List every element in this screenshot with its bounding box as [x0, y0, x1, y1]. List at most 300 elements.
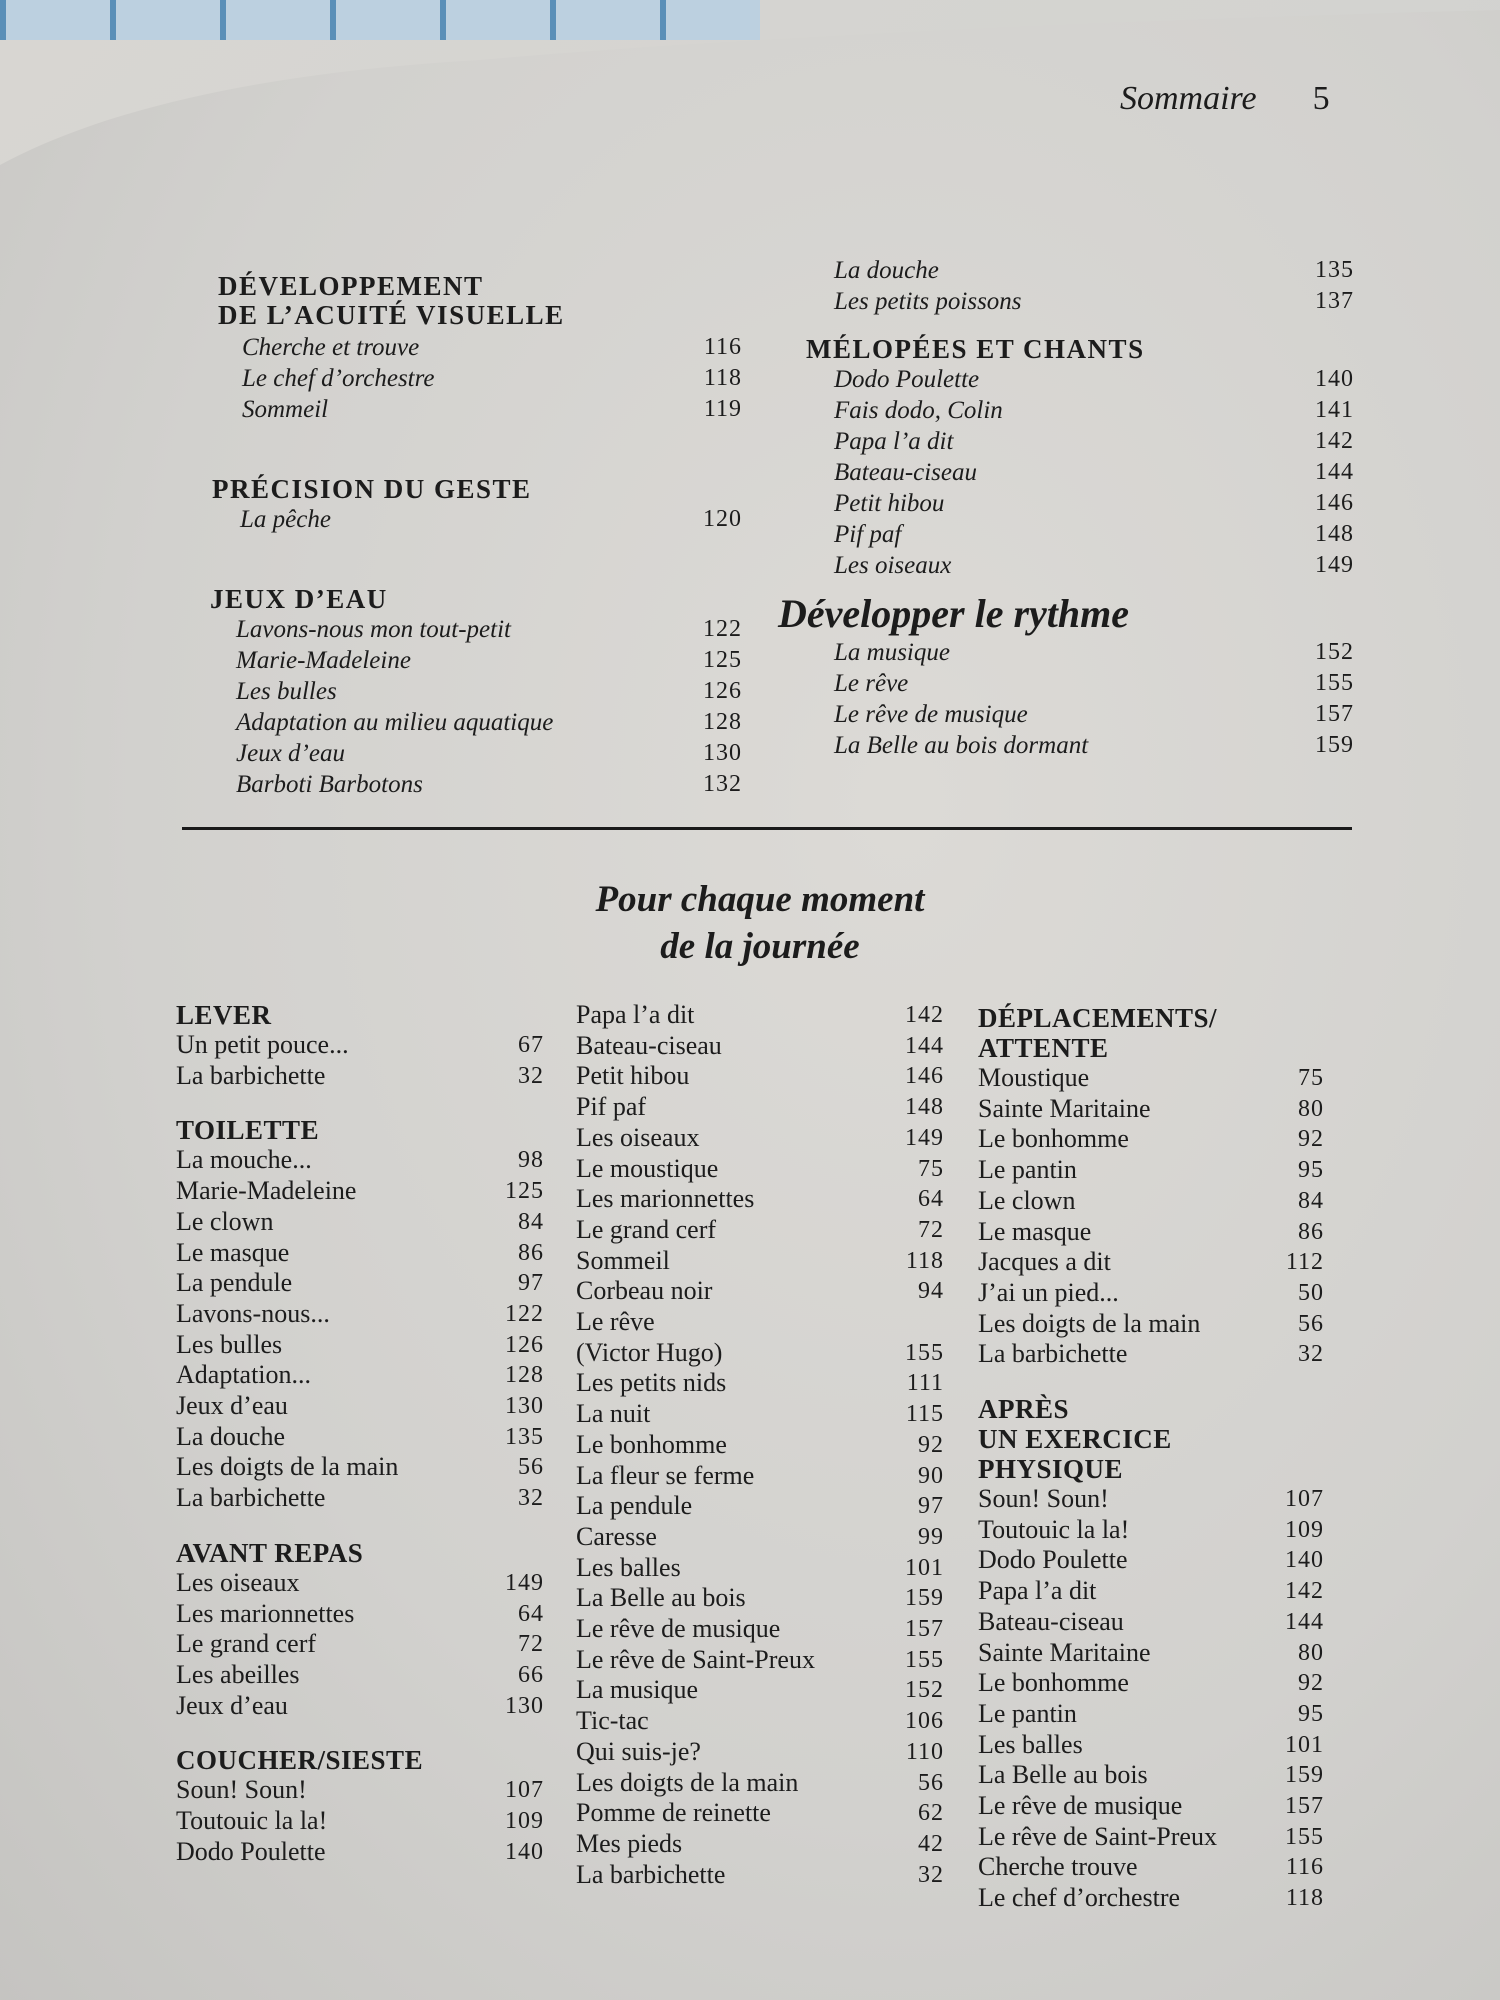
toc-entry[interactable] [576, 1061, 944, 1092]
entry-title: Le rêve de musique [576, 1614, 781, 1644]
entry-title: Les balles [978, 1729, 1083, 1759]
toc-entry[interactable] [576, 1307, 944, 1338]
entry-page: 130 [703, 740, 742, 766]
running-head-title: Sommaire [1120, 80, 1257, 117]
entry-title: Jeux d’eau [176, 1690, 288, 1720]
entry-page: 142 [1315, 428, 1354, 454]
entry-page: 90 [918, 1462, 944, 1489]
entry-page: 140 [505, 1838, 544, 1865]
toc-entry[interactable] [236, 614, 742, 645]
entry-title: Moustique [978, 1063, 1090, 1092]
toc-list [834, 255, 1354, 317]
entry-title: Le bonhomme [576, 1429, 727, 1459]
toc-entry[interactable] [978, 1278, 1324, 1309]
entry-page: 99 [918, 1523, 944, 1550]
entry-page: 95 [1298, 1157, 1324, 1184]
entry-title: Les oiseaux [176, 1567, 300, 1597]
entry-page: 149 [905, 1124, 944, 1151]
toc-entry[interactable] [236, 738, 742, 769]
section-title-line: de la journée [660, 926, 860, 967]
entry-title: Adaptation... [176, 1360, 312, 1390]
entry-page: 118 [1285, 1885, 1324, 1912]
toc-entry[interactable] [978, 1484, 1324, 1515]
entry-page: 122 [703, 616, 742, 642]
section-heading: JEUX D’EAU [210, 584, 388, 614]
entry-page: 50 [1298, 1279, 1324, 1306]
entry-page: 137 [1315, 288, 1354, 314]
bottom-column-3 [978, 1003, 1324, 1914]
toc-entry[interactable] [978, 1883, 1324, 1914]
entry-page: 155 [905, 1339, 944, 1366]
entry-page: 94 [918, 1278, 944, 1305]
entry-title: Le chef d’orchestre [242, 365, 435, 392]
entry-page: 122 [505, 1300, 544, 1327]
entry-page: 155 [1315, 670, 1354, 696]
entry-title: Les marionnettes [176, 1598, 355, 1628]
chapter-title: Développer le rythme [778, 591, 1129, 636]
moment-heading: APRÈS [978, 1394, 1070, 1425]
toc-entry[interactable] [576, 1154, 944, 1185]
entry-title: Le grand cerf [576, 1214, 717, 1244]
toc-entry[interactable] [576, 1000, 944, 1031]
entry-title: Le grand cerf [176, 1629, 317, 1659]
entry-page: 66 [518, 1661, 544, 1688]
entry-title: Petit hibou [576, 1061, 690, 1091]
entry-title: Toutouic la la! [978, 1514, 1130, 1544]
toc-entry[interactable] [576, 1368, 944, 1399]
entry-title: Les doigts de la main [978, 1308, 1201, 1338]
toc-entry[interactable] [176, 1452, 544, 1483]
entry-page: 109 [1285, 1516, 1324, 1543]
entry-page: 149 [1315, 552, 1354, 578]
toc-entry[interactable] [576, 1092, 944, 1123]
toc-entry[interactable] [176, 1660, 544, 1691]
toc-entry[interactable] [240, 504, 742, 535]
entry-title: La mouche... [176, 1145, 312, 1175]
entry-title: La douche [834, 257, 939, 284]
entry-page: 101 [1285, 1731, 1324, 1758]
toc-entry[interactable] [978, 1668, 1324, 1699]
running-head [1120, 80, 1330, 118]
entry-page: 116 [1285, 1854, 1324, 1881]
entry-title: Cherche trouve [978, 1852, 1138, 1882]
toc-entry[interactable] [576, 1829, 944, 1860]
entry-title: J’ai un pied... [978, 1277, 1119, 1307]
toc-entry[interactable] [834, 668, 1354, 699]
toc-entry[interactable] [576, 1461, 944, 1492]
toc-entry[interactable] [834, 550, 1354, 581]
toc-entry[interactable] [236, 645, 742, 676]
entry-title: La pendule [176, 1268, 293, 1298]
toc-entry[interactable] [176, 1483, 544, 1514]
entry-title: La barbichette [176, 1060, 326, 1090]
entry-title: La barbichette [978, 1339, 1128, 1369]
toc-entry[interactable] [978, 1247, 1324, 1278]
entry-page: 120 [703, 506, 742, 532]
toc-entry[interactable] [176, 1268, 544, 1299]
toc-entry[interactable] [176, 1837, 544, 1868]
entry-page: 148 [1315, 521, 1354, 547]
entry-title: Fais dodo, Colin [834, 397, 1003, 424]
toc-entry[interactable] [834, 699, 1354, 730]
background-blue-grid [0, 0, 760, 40]
entry-page: 92 [1298, 1126, 1324, 1153]
toc-entry[interactable] [176, 1030, 544, 1061]
toc-entry[interactable] [576, 1215, 944, 1246]
toc-entry[interactable] [176, 1176, 544, 1207]
entry-title: La barbichette [576, 1859, 726, 1889]
entry-page: 140 [1285, 1547, 1324, 1574]
entry-title: La musique [834, 639, 950, 666]
toc-entry[interactable] [176, 1299, 544, 1330]
entry-title: Le pantin [978, 1698, 1077, 1728]
entry-page: 112 [1285, 1249, 1324, 1276]
entry-page: 67 [518, 1032, 544, 1058]
entry-page: 125 [703, 647, 742, 673]
toc-entry[interactable] [242, 363, 742, 394]
entry-title: Un petit pouce... [176, 1030, 349, 1059]
entry-page: 92 [1298, 1670, 1324, 1697]
toc-entry[interactable] [236, 769, 742, 800]
toc-entry[interactable] [978, 1730, 1324, 1761]
entry-title: Barboti Barbotons [236, 771, 423, 798]
entry-title: Jeux d’eau [176, 1391, 288, 1421]
toc-entry[interactable] [176, 1422, 544, 1453]
entry-title: Les bulles [176, 1329, 283, 1359]
toc-entry[interactable] [176, 1061, 544, 1092]
entry-page: 144 [1285, 1608, 1324, 1635]
entry-title: Le rêve de musique [978, 1791, 1183, 1821]
entry-page: 86 [518, 1239, 544, 1266]
entry-page: 32 [518, 1062, 544, 1089]
entry-title: Le rêve de musique [834, 701, 1028, 728]
toc-entry[interactable] [176, 1629, 544, 1660]
entry-page: 125 [505, 1178, 544, 1205]
entry-page: 32 [918, 1861, 944, 1888]
top-left-column [212, 272, 742, 800]
entry-page: 80 [1298, 1095, 1324, 1122]
toc-entry[interactable] [576, 1798, 944, 1829]
toc-entry[interactable] [236, 707, 742, 738]
entry-page: 146 [1315, 490, 1354, 516]
toc-entry[interactable] [576, 1706, 944, 1737]
toc-entry[interactable] [978, 1124, 1324, 1155]
toc-entry[interactable] [978, 1760, 1324, 1791]
toc-entry[interactable] [978, 1699, 1324, 1730]
entry-page: 97 [918, 1493, 944, 1520]
toc-entry[interactable] [176, 1330, 544, 1361]
entry-page: 157 [1285, 1793, 1324, 1820]
entry-title: La douche [176, 1421, 286, 1451]
entry-title: Pomme de reinette [576, 1798, 771, 1828]
toc-entry[interactable] [176, 1360, 544, 1391]
entry-title: Bateau-ciseau [978, 1606, 1124, 1636]
toc-entry[interactable] [978, 1638, 1324, 1669]
entry-page: 155 [905, 1646, 944, 1673]
toc-entry[interactable] [978, 1309, 1324, 1340]
entry-title: Corbeau noir [576, 1276, 713, 1306]
entry-page: 119 [703, 396, 742, 422]
entry-title: Les oiseaux [576, 1122, 700, 1152]
entry-page: 142 [905, 1002, 944, 1028]
toc-entry[interactable] [176, 1207, 544, 1238]
entry-title: La nuit [576, 1399, 651, 1429]
toc-entry[interactable] [978, 1063, 1324, 1094]
toc-entry[interactable] [576, 1675, 944, 1706]
entry-page: 135 [1315, 257, 1354, 283]
entry-title: Le masque [978, 1216, 1092, 1246]
entry-page: 126 [505, 1331, 544, 1358]
entry-page: 64 [918, 1186, 944, 1213]
entry-page: 144 [905, 1032, 944, 1059]
toc-list [834, 637, 1354, 761]
entry-title: Jeux d’eau [236, 740, 345, 767]
entry-title: Les petits nids [576, 1368, 727, 1398]
toc-entry[interactable] [978, 1545, 1324, 1576]
entry-page: 126 [703, 678, 742, 704]
toc-list [240, 504, 742, 535]
entry-page: 135 [505, 1423, 544, 1450]
entry-page: 130 [505, 1692, 544, 1719]
entry-title: Adaptation au milieu aquatique [236, 709, 554, 736]
entry-title: Caresse [576, 1521, 657, 1551]
toc-entry[interactable] [176, 1691, 544, 1722]
toc-entry[interactable] [576, 1430, 944, 1461]
toc-entry[interactable] [576, 1276, 944, 1307]
entry-title: Pif paf [834, 521, 902, 548]
toc-entry[interactable] [978, 1576, 1324, 1607]
entry-page: 107 [505, 1777, 544, 1804]
entry-page: 155 [1285, 1823, 1324, 1850]
toc-entry[interactable] [834, 637, 1354, 668]
moment-heading: LEVER [176, 1000, 272, 1030]
toc-entry[interactable] [978, 1791, 1324, 1822]
toc-entry[interactable] [576, 1614, 944, 1645]
toc-entry[interactable] [576, 1123, 944, 1154]
entry-title: Marie-Madeleine [176, 1176, 357, 1206]
entry-page: 75 [918, 1155, 944, 1182]
toc-entry[interactable] [576, 1399, 944, 1430]
toc-list [834, 364, 1354, 581]
entry-title: Marie-Madeleine [236, 647, 411, 674]
entry-title: Dodo Poulette [834, 366, 980, 393]
entry-title: Les bulles [236, 678, 337, 705]
entry-title: Pif paf [576, 1092, 647, 1122]
entry-page: 107 [1285, 1486, 1324, 1513]
bottom-column-2 [576, 1000, 944, 1890]
section-heading: DE L’ACUITÉ VISUELLE [218, 300, 565, 330]
toc-list [242, 332, 742, 425]
entry-title: Le moustique [576, 1153, 719, 1183]
toc-entry[interactable] [978, 1515, 1324, 1546]
toc-entry[interactable] [978, 1822, 1324, 1853]
toc-entry[interactable] [576, 1860, 944, 1891]
entry-title: Soun! Soun! [176, 1775, 307, 1805]
entry-page: 110 [905, 1738, 944, 1765]
moment-heading: AVANT REPAS [176, 1537, 364, 1568]
entry-title: Les doigts de la main [176, 1452, 399, 1482]
entry-page: 115 [905, 1401, 944, 1428]
entry-title: Lavons-nous mon tout-petit [236, 616, 511, 643]
entry-page: 152 [1315, 639, 1354, 665]
entry-page: 141 [1315, 397, 1354, 423]
entry-title: Les abeilles [176, 1659, 300, 1689]
toc-entry[interactable] [978, 1607, 1324, 1638]
entry-title: Soun! Soun! [978, 1484, 1109, 1514]
entry-title: Les petits poissons [834, 288, 1022, 315]
section-title [500, 876, 1020, 970]
entry-page: 98 [518, 1147, 544, 1174]
entry-title: La Belle au bois [978, 1760, 1148, 1790]
toc-entry[interactable] [576, 1583, 944, 1614]
toc-entry[interactable] [176, 1775, 544, 1806]
entry-page: 132 [703, 771, 742, 797]
entry-page: 72 [918, 1216, 944, 1243]
entry-page: 128 [505, 1362, 544, 1389]
toc-entry[interactable] [576, 1491, 944, 1522]
entry-title: Mes pieds [576, 1828, 683, 1858]
toc-entry[interactable] [176, 1145, 544, 1176]
entry-page: 84 [1298, 1187, 1324, 1214]
toc-entry[interactable] [834, 519, 1354, 550]
moment-heading: TOILETTE [176, 1115, 320, 1146]
horizontal-divider [182, 827, 1352, 830]
toc-entry[interactable] [834, 730, 1354, 761]
entry-title: Dodo Poulette [176, 1836, 326, 1866]
toc-entry[interactable] [176, 1599, 544, 1630]
toc-entry[interactable] [834, 364, 1354, 395]
moment-heading: COUCHER/SIESTE [176, 1745, 424, 1776]
entry-page: 144 [1315, 459, 1354, 485]
entry-title: Le rêve [576, 1307, 655, 1337]
entry-title: La fleur se ferme [576, 1460, 755, 1490]
entry-page: 157 [905, 1616, 944, 1643]
toc-entry[interactable] [576, 1031, 944, 1062]
entry-title: Les oiseaux [834, 552, 952, 579]
entry-page: 56 [518, 1454, 544, 1481]
toc-entry[interactable] [242, 394, 742, 425]
entry-title: Bateau-ciseau [576, 1030, 722, 1060]
entry-title: Dodo Poulette [978, 1545, 1128, 1575]
entry-page: 72 [518, 1631, 544, 1658]
toc-entry[interactable] [978, 1155, 1324, 1186]
entry-page: 159 [1285, 1762, 1324, 1789]
entry-title: Le rêve de Saint-Preux [576, 1644, 815, 1674]
entry-page: 106 [905, 1708, 944, 1735]
entry-title: Sainte Maritaine [978, 1093, 1151, 1123]
bottom-column-1 [176, 1000, 544, 1867]
toc-entry[interactable] [834, 426, 1354, 457]
entry-page: 128 [703, 709, 742, 735]
entry-title: Toutouic la la! [176, 1806, 328, 1836]
toc-entry[interactable] [978, 1186, 1324, 1217]
entry-page: 42 [918, 1830, 944, 1857]
entry-title: Papa l’a dit [834, 428, 954, 455]
toc-entry[interactable] [978, 1094, 1324, 1125]
toc-entry[interactable] [978, 1852, 1324, 1883]
entry-title: Jacques a dit [978, 1247, 1111, 1277]
moment-heading: DÉPLACEMENTS/ [978, 1003, 1218, 1033]
entry-title: Qui suis-je? [576, 1736, 701, 1766]
entry-title: Sainte Maritaine [978, 1637, 1151, 1667]
toc-entry[interactable] [236, 676, 742, 707]
toc-entry[interactable] [576, 1246, 944, 1277]
entry-title: La musique [576, 1675, 699, 1705]
toc-entry[interactable] [176, 1238, 544, 1269]
toc-entry[interactable] [242, 332, 742, 363]
toc-entry[interactable] [978, 1217, 1324, 1248]
toc-entry[interactable] [576, 1768, 944, 1799]
entry-title: Sommeil [576, 1245, 670, 1275]
entry-title: Le chef d’orchestre [978, 1883, 1181, 1913]
entry-title: La Belle au bois [576, 1583, 746, 1613]
entry-title: Les marionnettes [576, 1184, 755, 1214]
section-heading: DÉVELOPPEMENT [218, 271, 484, 301]
toc-entry[interactable] [176, 1806, 544, 1837]
entry-page: 146 [905, 1063, 944, 1090]
entry-page: 86 [1298, 1218, 1324, 1245]
entry-title: Petit hibou [834, 490, 945, 517]
toc-entry[interactable] [834, 457, 1354, 488]
toc-entry[interactable] [576, 1338, 944, 1369]
toc-entry[interactable] [176, 1568, 544, 1599]
entry-page: 148 [905, 1094, 944, 1121]
entry-page: 118 [703, 365, 742, 391]
moment-heading: UN EXERCICE PHYSIQUE [978, 1424, 1172, 1485]
entry-page: 159 [905, 1585, 944, 1612]
entry-title: Cherche et trouve [242, 334, 420, 361]
entry-page: 97 [518, 1270, 544, 1297]
entry-title: Les doigts de la main [576, 1767, 799, 1797]
toc-entry[interactable] [978, 1339, 1324, 1370]
toc-entry[interactable] [576, 1553, 944, 1584]
entry-title: Le rêve de Saint-Preux [978, 1821, 1217, 1851]
toc-entry[interactable] [834, 395, 1354, 426]
toc-entry[interactable] [576, 1645, 944, 1676]
entry-page: 80 [1298, 1639, 1324, 1666]
entry-page: 56 [1298, 1310, 1324, 1337]
entry-page: 95 [1298, 1700, 1324, 1727]
entry-page: 32 [1298, 1341, 1324, 1368]
entry-page: 152 [905, 1677, 944, 1704]
toc-entry[interactable] [576, 1184, 944, 1215]
section-heading: PRÉCISION DU GESTE [212, 474, 532, 504]
entry-page: 101 [905, 1554, 944, 1581]
section-heading: MÉLOPÉES ET CHANTS [806, 334, 1145, 364]
toc-entry[interactable] [834, 255, 1354, 286]
toc-list [236, 614, 742, 800]
entry-page: 118 [905, 1247, 944, 1274]
entry-page: 140 [1315, 366, 1354, 392]
toc-entry[interactable] [834, 286, 1354, 317]
moment-heading: ATTENTE [978, 1033, 1109, 1063]
entry-title: Sommeil [242, 396, 329, 423]
toc-entry[interactable] [834, 488, 1354, 519]
entry-title: Papa l’a dit [576, 1000, 695, 1029]
top-right-column [778, 255, 1354, 761]
entry-title: Le masque [176, 1237, 290, 1267]
entry-page: 159 [1315, 732, 1354, 758]
entry-page: 116 [703, 334, 742, 360]
entry-title: (Victor Hugo) [576, 1337, 723, 1367]
entry-title: Le bonhomme [978, 1668, 1129, 1698]
entry-page: 109 [505, 1808, 544, 1835]
toc-entry[interactable] [176, 1391, 544, 1422]
toc-entry[interactable] [576, 1737, 944, 1768]
toc-entry[interactable] [576, 1522, 944, 1553]
entry-page: 56 [918, 1769, 944, 1796]
entry-page: 111 [906, 1370, 944, 1397]
